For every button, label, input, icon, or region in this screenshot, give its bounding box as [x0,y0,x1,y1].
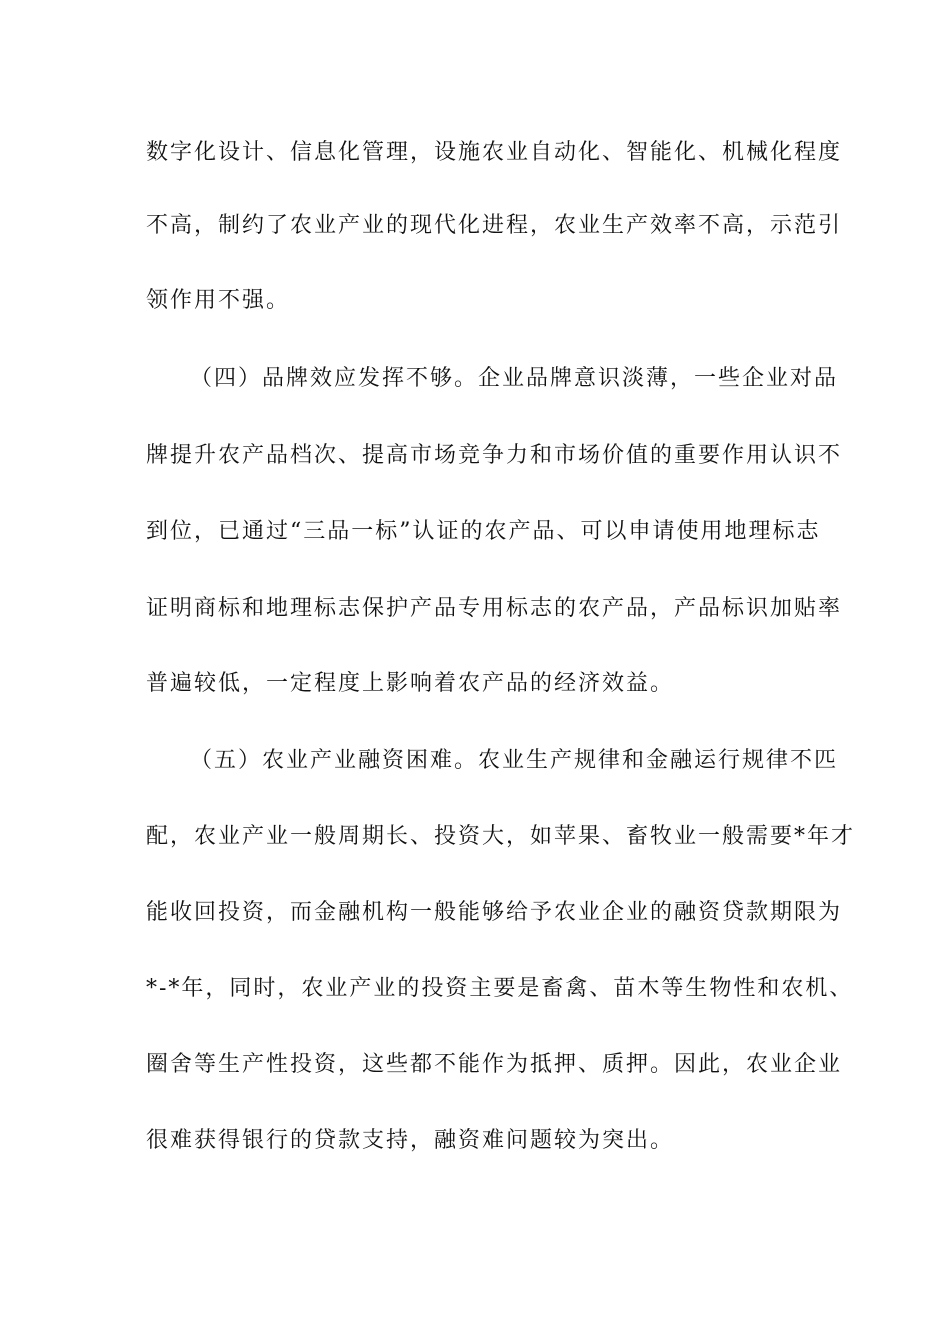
text-line: 配，农业产业一般周期长、投资大，如苹果、畜牧业一般需要*年才 [146,824,856,849]
paragraph-heading-line: （五）农业产业融资困难。农业生产规律和金融运行规律不匹 [190,748,839,773]
text-line: 圈舍等生产性投资，这些都不能作为抵押、质押。因此，农业企业 [146,1052,843,1077]
text-line: 牌提升农产品档次、提高市场竞争力和市场价值的重要作用认识不 [146,443,843,468]
text-line: 能收回投资，而金融机构一般能够给予农业企业的融资贷款期限为 [146,900,843,925]
text-line: 到位，已通过“三品一标”认证的农产品、可以申请使用地理标志 [146,519,821,544]
text-line: 很难获得银行的贷款支持，融资难问题较为突出。 [146,1128,675,1153]
text-line: *-*年，同时，农业产业的投资主要是畜禽、苗木等生物性和农机、 [146,976,854,1001]
paragraph-heading-line: （四）品牌效应发挥不够。企业品牌意识淡薄，一些企业对品 [190,366,839,391]
text-line: 数字化设计、信息化管理，设施农业自动化、智能化、机械化程度 [146,140,843,165]
text-line: 领作用不强。 [146,288,291,313]
text-line: 不高，制约了农业产业的现代化进程，农业生产效率不高，示范引 [146,213,843,238]
text-line: 普遍较低，一定程度上影响着农产品的经济效益。 [146,671,675,696]
text-line: 证明商标和地理标志保护产品专用标志的农产品，产品标识加贴率 [146,596,843,621]
